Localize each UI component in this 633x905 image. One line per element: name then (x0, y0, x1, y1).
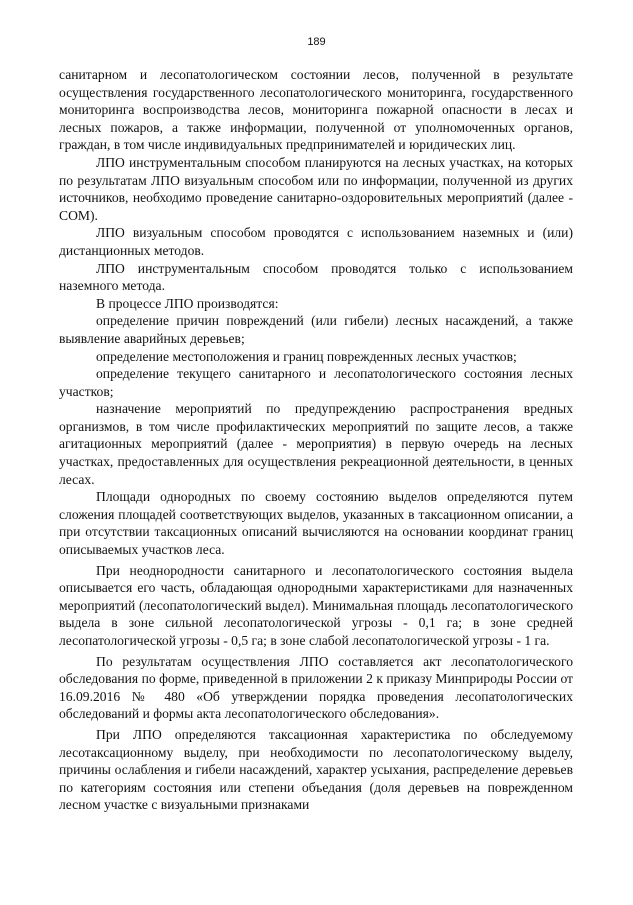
paragraph-area-calculation: Площади однородных по своему состоянию выделов определяются путем сложения площадей соответствующих выделов, указанных в таксационном описании, а при отсутствии таксационных описаний вычисляются на основании координат границ описываемых участков леса. (59, 489, 573, 558)
paragraph-instrumental-method: ЛПО инструментальным способом проводятся только с использованием наземного метода. (59, 260, 573, 294)
paragraph-visual-method: ЛПО визуальным способом проводятся с использованием наземных и (или) дистанционных методов. (59, 225, 573, 258)
list-item-current-state: определение текущего санитарного и лесопатологического состояния лесных участков; (59, 366, 573, 399)
document-body (59, 66, 573, 814)
page-number: 189 (307, 36, 326, 48)
paragraph-heterogeneity: При неоднородности санитарного и лесопатологического состояния выдела описывается его часть, обладающая однородными характеристиками для назначенных мероприятий (лесопатологический выдел). Минимальная площадь лесопатологического выдела в зоне сильной лесопатологической угрозы - 0,1 га; в зоне средней лесопатологической угрозы - 0,5 га; в зоне слабой лесопатологической угрозы - 1 га. (59, 562, 573, 648)
paragraph-monitoring-sources: санитарном и лесопатологическом состоянии лесов, полученной в результате осуществления государственного лесопатологического мониторинга, государственного мониторинга воспроизводства лесов, мониторинга пожарной опасности в лесах и лесных пожаров, а также информации, полученной от уполномоченных органов, граждан, в том числе индивидуальных предпринимателей и юридических лиц. (59, 67, 573, 153)
paragraph-instrumental-planning: ЛПО инструментальным способом планируются на лесных участках, на которых по результатам ЛПО визуальным способом или по информации, полученной из других источников, необходимо проведение санитарно-оздоровительных мероприятий (далее - СОМ). (59, 154, 573, 223)
paragraph-inspection-act: По результатам осуществления ЛПО составляется акт лесопатологического обследования по форме, приведенной в приложении 2 к приказу Минприроды России от 16.09.2016 № 480 «Об утверждении порядка проведения лесопатологических обследований и формы акта лесопатологического обследования». (59, 653, 573, 722)
list-item-measures: назначение мероприятий по предупреждению распространения вредных организмов, в том числе профилактических мероприятий по защите лесов, а также агитационных мероприятий (далее - мероприятия) в первую очередь на лесных участках, предоставленных для осуществления рекреационной деятельности, в ценных лесах. (59, 401, 573, 487)
paragraph-taxation-characteristics: При ЛПО определяются таксационная характеристика по обследуемому лесотаксационному выделу, при необходимости по лесопатологическому выделу, причины ослабления и гибели насаждений, характер усыхания, распределение деревьев по категориям состояния или степени объедания (доля деревьев на поврежденном лесном участке с визуальными признаками (59, 726, 573, 813)
paragraph-process-intro: В процессе ЛПО производятся: (96, 295, 279, 311)
list-item-location: определение местоположения и границ поврежденных лесных участков; (96, 348, 517, 364)
list-item-damage-causes: определение причин повреждений (или гибели) лесных насаждений, а также выявление аварийных деревьев; (59, 313, 573, 346)
